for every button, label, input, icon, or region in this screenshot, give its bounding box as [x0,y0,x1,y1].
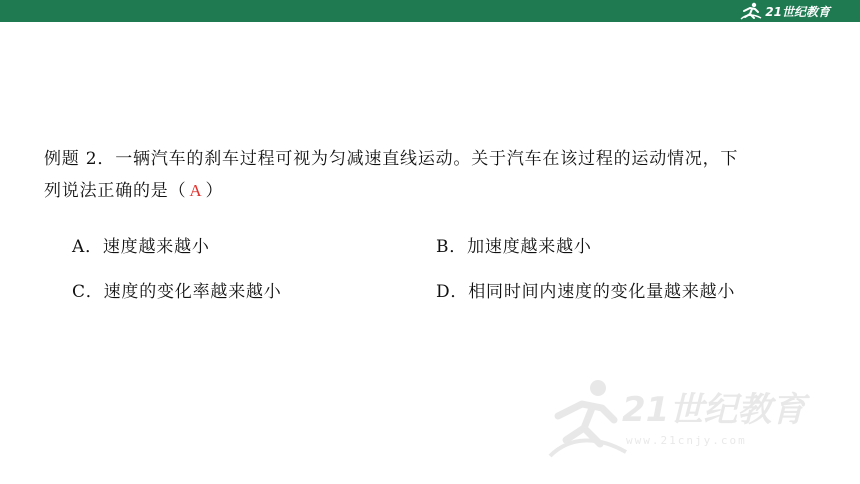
watermark [548,376,838,460]
answer-text: A [189,181,203,200]
watermark-text: 21世纪教育 [622,390,806,430]
watermark-runner-icon [548,376,628,460]
option-b: B．加速度越来越小 [436,237,592,257]
logo-text: 21世纪教育 [765,4,830,19]
header-bar [0,0,860,22]
brand-logo [740,1,830,21]
watermark-url: www.21cnjy.com [626,434,747,447]
question-text [44,144,830,207]
question-line-1: 例题 2．一辆汽车的刹车过程可视为匀减速直线运动。关于汽车在该过程的运动情况，下 [44,149,739,169]
option-d: D．相同时间内速度的变化量越来越小 [436,282,736,302]
question-line-2-suffix: ） [205,181,224,201]
question-line-2 [44,175,830,207]
runner-icon [740,2,762,20]
option-c: C．速度的变化率越来越小 [72,282,282,302]
question-line-2-prefix: 列说法正确的是（ [44,181,187,201]
option-a: A．速度越来越小 [72,237,210,257]
